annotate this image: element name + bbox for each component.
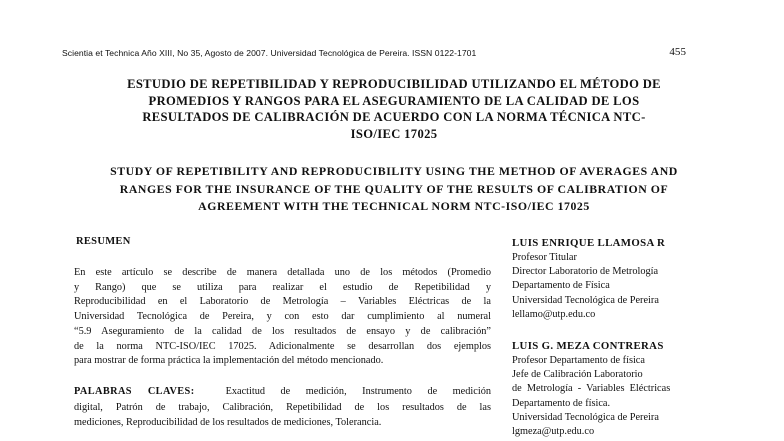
keywords-text: Exactitud de medición, Instrumento de medición (225, 386, 491, 397)
keywords-line: digital, Patrón de trabajo, Calibración, Repetibilidad de los resultados de las (74, 401, 491, 413)
keywords-block (74, 384, 491, 431)
journal-line: Scientia et Technica Año XIII, No 35, Agosto de 2007. Universidad Tecnológica de Pereira. ISSN 0122-1701 (62, 48, 477, 58)
author-block (512, 236, 722, 322)
title-english (70, 163, 718, 216)
resumen-heading: RESUMEN (76, 236, 131, 247)
author-block (512, 339, 722, 440)
author-affiliation: Universidad Tecnológica de Pereira (512, 294, 659, 306)
abstract-body (74, 266, 491, 369)
author-affiliation: Director Laboratorio de Metrología (512, 266, 659, 278)
abstract-line: para mostrar de forma práctica la implementación del método mencionado. (74, 355, 384, 367)
keywords-first-line (74, 384, 491, 400)
title-es-line: RESULTADOS DE CALIBRACIÓN DE ACUERDO CON LA NORMA TÉCNICA NTC- (142, 110, 646, 124)
author-affiliation: Departamento de Física (512, 280, 610, 292)
abstract-line: “5.9 Aseguramiento de la calidad de los resultados de ensayo y de calibración” (74, 325, 491, 337)
author-affiliation: Profesor Departamento de física (512, 354, 645, 366)
abstract-line: Universidad Tecnológica de Pereira, y con esto dar cumplimiento al numeral (74, 311, 491, 323)
title-en-line: STUDY OF REPETIBILITY AND REPRODUCIBILITY USING THE METHOD OF AVERAGES AND (110, 164, 678, 178)
title-es-line: PROMEDIOS Y RANGOS PARA EL ASEGURAMIENTO DE LA CALIDAD DE LOS (148, 93, 640, 108)
author-name: LUIS G. MEZA CONTRERAS (512, 340, 664, 352)
title-es-line: ISO/IEC 17025 (350, 126, 438, 141)
abstract-line: y Rango) que se utiliza para realizar el estudio de Repetibilidad y (74, 281, 491, 293)
title-es-line: ESTUDIO DE REPETIBILIDAD Y REPRODUCIBILIDAD UTILIZANDO EL MÉTODO DE (127, 77, 661, 91)
abstract-line: Reproducibilidad en el Laboratorio de Metrología – Variables Eléctricas de la (74, 296, 491, 308)
author-affiliation: Universidad Tecnológica de Pereira (512, 411, 659, 423)
title-en-line: AGREEMENT WITH THE TECHNICAL NORM NTC-ISO/IEC 17025 (198, 199, 590, 213)
author-name: LUIS ENRIQUE LLAMOSA R (512, 237, 666, 249)
author-affiliation: Jefe de Calibración Laboratorio (512, 369, 643, 381)
keywords-label: PALABRAS CLAVES: (74, 386, 195, 397)
author-affiliation: de Metrología - Variables Eléctricas (512, 383, 671, 395)
running-header (62, 48, 686, 58)
author-email[interactable]: lellamo@utp.edu.co (512, 308, 596, 320)
author-email[interactable]: lgmeza@utp.edu.co (512, 426, 595, 438)
page-number: 455 (669, 46, 686, 58)
keywords-line: mediciones, Reproducibilidad de los resultados de mediciones, Tolerancia. (74, 417, 382, 428)
author-affiliation: Profesor Titular (512, 251, 577, 263)
title-spanish (70, 76, 718, 142)
title-en-line: RANGES FOR THE INSURANCE OF THE QUALITY OF THE RESULTS OF CALIBRATION OF (119, 181, 669, 196)
abstract-line: de la norma NTC-ISO/IEC 17025. Adicionalmente se desarrollan dos ejemplos (74, 340, 491, 352)
author-affiliation: Departamento de física. (512, 397, 611, 409)
abstract-line: En este artículo se describe de manera detallada uno de los métodos (Promedio (74, 267, 491, 278)
